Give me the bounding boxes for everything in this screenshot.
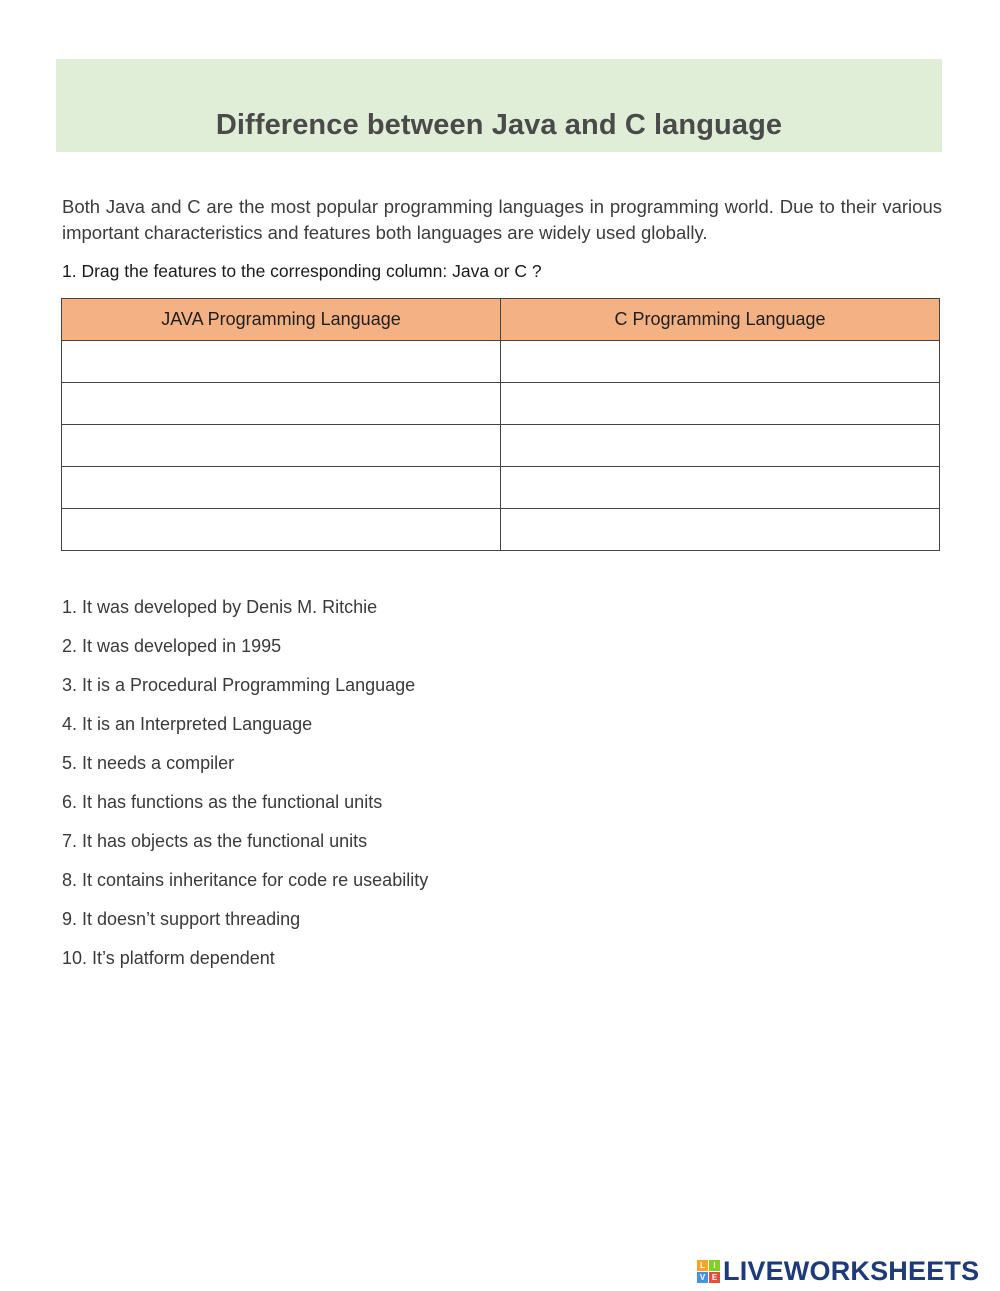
feature-item-6[interactable]: 6. It has functions as the functional units bbox=[62, 792, 383, 812]
drop-zone-java-2[interactable] bbox=[62, 383, 501, 425]
feature-item-9[interactable]: 9. It doesn’t support threading bbox=[62, 909, 301, 929]
feature-item-7[interactable]: 7. It has objects as the functional units bbox=[62, 831, 368, 851]
feature-item-2[interactable]: 2. It was developed in 1995 bbox=[62, 636, 282, 656]
logo-letter-l: L bbox=[697, 1260, 708, 1271]
liveworksheets-logo bbox=[697, 1256, 979, 1286]
feature-item-8[interactable]: 8. It contains inheritance for code re useability bbox=[62, 870, 429, 890]
logo-text: LIVEWORKSHEETS bbox=[723, 1256, 980, 1286]
logo-letter-v: V bbox=[697, 1272, 708, 1283]
drop-zone-c-2[interactable] bbox=[501, 383, 940, 425]
page-title: Difference between Java and C language bbox=[215, 109, 783, 141]
intro-paragraph: Both Java and C are the most popular programming languages in programming world. Due to their various important characteristics and features both languages are widely used globally. bbox=[62, 196, 942, 243]
drop-zone-java-3[interactable] bbox=[62, 425, 501, 467]
logo-icon bbox=[697, 1260, 720, 1283]
drop-zone-c-1[interactable] bbox=[501, 341, 940, 383]
table-row bbox=[62, 383, 940, 425]
column-header-c: C Programming Language bbox=[501, 299, 940, 341]
table-row bbox=[62, 425, 940, 467]
drop-zone-java-4[interactable] bbox=[62, 467, 501, 509]
table-row bbox=[62, 509, 940, 551]
instruction-text: 1. Drag the features to the corresponding column: Java or C ? bbox=[62, 261, 542, 281]
drop-zone-java-5[interactable] bbox=[62, 509, 501, 551]
sort-table bbox=[61, 298, 940, 551]
feature-item-4[interactable]: 4. It is an Interpreted Language bbox=[62, 714, 313, 734]
feature-item-1[interactable]: 1. It was developed by Denis M. Ritchie bbox=[62, 597, 378, 617]
drop-zone-java-1[interactable] bbox=[62, 341, 501, 383]
feature-item-10[interactable]: 10. It’s platform dependent bbox=[62, 948, 275, 968]
feature-item-3[interactable]: 3. It is a Procedural Programming Language bbox=[62, 675, 416, 695]
feature-item-5[interactable]: 5. It needs a compiler bbox=[62, 753, 235, 773]
drop-zone-c-3[interactable] bbox=[501, 425, 940, 467]
table-row bbox=[62, 467, 940, 509]
logo-letter-e: E bbox=[709, 1272, 720, 1283]
title-band bbox=[56, 59, 942, 152]
drop-zone-c-5[interactable] bbox=[501, 509, 940, 551]
drop-zone-c-4[interactable] bbox=[501, 467, 940, 509]
table-row bbox=[62, 341, 940, 383]
feature-list bbox=[62, 594, 428, 984]
column-header-java: JAVA Programming Language bbox=[62, 299, 501, 341]
logo-letter-i: I bbox=[709, 1260, 720, 1271]
table-header-row bbox=[62, 299, 940, 341]
